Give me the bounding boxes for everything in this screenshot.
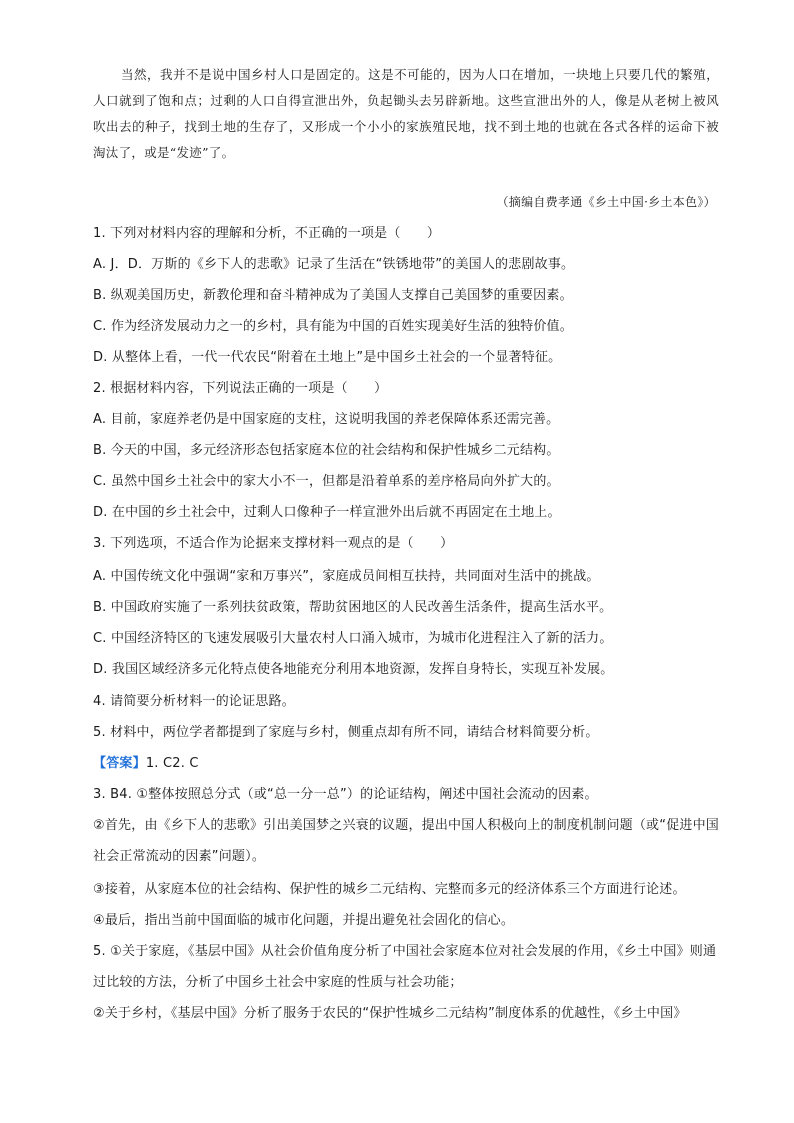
question-2-option-d: D. 在中国的乡土社会中，过剩人口像种子一样宣泄外出后就不再固定在土地上。 (93, 505, 561, 520)
question-2-option-a: A. 目前，家庭养老仍是中国家庭的支柱，这说明我国的养老保障体系还需完善。 (93, 412, 560, 427)
question-1-stem: 1. 下列对材料内容的理解和分析，不正确的一项是（ ） (93, 226, 441, 241)
question-5-stem: 5. 材料中，两位学者都提到了家庭与乡村，侧重点却有所不同，请结合材料简要分析。 (93, 725, 599, 740)
question-3-option-c: C. 中国经济特区的飞速发展吸引大量农村人口涌入城市，为城市化进程注入了新的活力。 (93, 631, 613, 646)
question-2-stem: 2. 根据材料内容，下列说法正确的一项是（ ） (93, 381, 388, 396)
question-1-option-d: D. 从整体上看，一代一代农民“附着在土地上”是中国乡土社会的一个显著特征。 (93, 350, 562, 365)
question-4-stem: 4. 请简要分析材料一的论证思路。 (93, 694, 295, 709)
answer-q3-q4-intro: 3. B4. ①整体按照总分式（或“总一分一总”）的论证结构，阐述中国社会流动的因素。 (93, 787, 598, 802)
question-3-option-d: D. 我国区域经济多元化特点使各地能充分利用本地资源，发挥自身特长，实现互补发展。 (93, 662, 614, 677)
answer-line (93, 748, 733, 779)
answer-q4-point-3: ③接着，从家庭本位的社会结构、保护性的城乡二元结构、完整而多元的经济体系三个方面进行论述。 (93, 882, 686, 897)
answer-q4-point-4: ④最后，指出当前中国面临的城市化问题，并提出避免社会固化的信心。 (93, 913, 515, 928)
answer-q4-point-2: ②首先，由《乡下人的悲歌》引出美国梦之兴衰的议题，提出中国人积极向上的制度机制问题（或“促进中国社会正常流动的因素”问题）。 (93, 818, 719, 864)
question-3-option-a: A. 中国传统文化中强调“家和万事兴”，家庭成员间相互扶持，共同面对生活中的挑战。 (93, 569, 600, 584)
passage-paragraph: 当然，我并不是说中国乡村人口是固定的。这是不可能的，因为人口在增加，一块地上只要几代的繁殖，人口就到了饱和点；过剩的人口自得宣泄出外，负起锄头去另辟新地。这些宣泄出外的人，像是从老树上被风吹出去的种子，找到土地的生存了，又形成一个小小的家族殖民地，找不到土地的也就在各式各样的运命下被淘汰了，或是“发迹”了。 (93, 67, 719, 160)
answer-tag: 【答案】 (93, 756, 146, 771)
question-3-stem: 3. 下列选项，不适合作为论据来支撑材料一观点的是（ ） (93, 536, 454, 551)
question-3-option-b: B. 中国政府实施了一系列扶贫政策，帮助贫困地区的人民改善生活条件，提高生活水平。 (93, 600, 613, 615)
question-1-option-b: B. 纵观美国历史，新教伦理和奋斗精神成为了美国人支撑自己美国梦的重要因素。 (93, 288, 573, 303)
answer-q1-q2: 1. C2. C (145, 756, 199, 771)
question-1-option-c: C. 作为经济发展动力之一的乡村，具有能为中国的百姓实现美好生活的独特价值。 (93, 319, 573, 334)
answer-q5-point-2: ②关于乡村，《基层中国》分析了服务于农民的“保护性城乡二元结构”制度体系的优越性，《乡土中国》 (93, 1006, 687, 1021)
question-1-option-a: A. J．D．万斯的《乡下人的悲歌》记录了生活在“铁锈地带”的美国人的悲剧故事。 (93, 257, 575, 272)
question-2-option-b: B. 今天的中国，多元经济形态包括家庭本位的社会结构和保护性城乡二元结构。 (93, 443, 560, 458)
passage-source: （摘编自费孝通《乡土中国·乡土本色》） (496, 195, 716, 209)
answer-q5-point-1: 5. ①关于家庭，《基层中国》从社会价值角度分析了中国社会家庭本位对社会发展的作用，《乡土中国》则通过比较的方法，分析了中国乡土社会中家庭的性质与社会功能； (93, 944, 717, 990)
question-2-option-c: C. 虽然中国乡土社会中的家大小不一，但都是沿着单系的差序格局向外扩大的。 (93, 474, 560, 489)
